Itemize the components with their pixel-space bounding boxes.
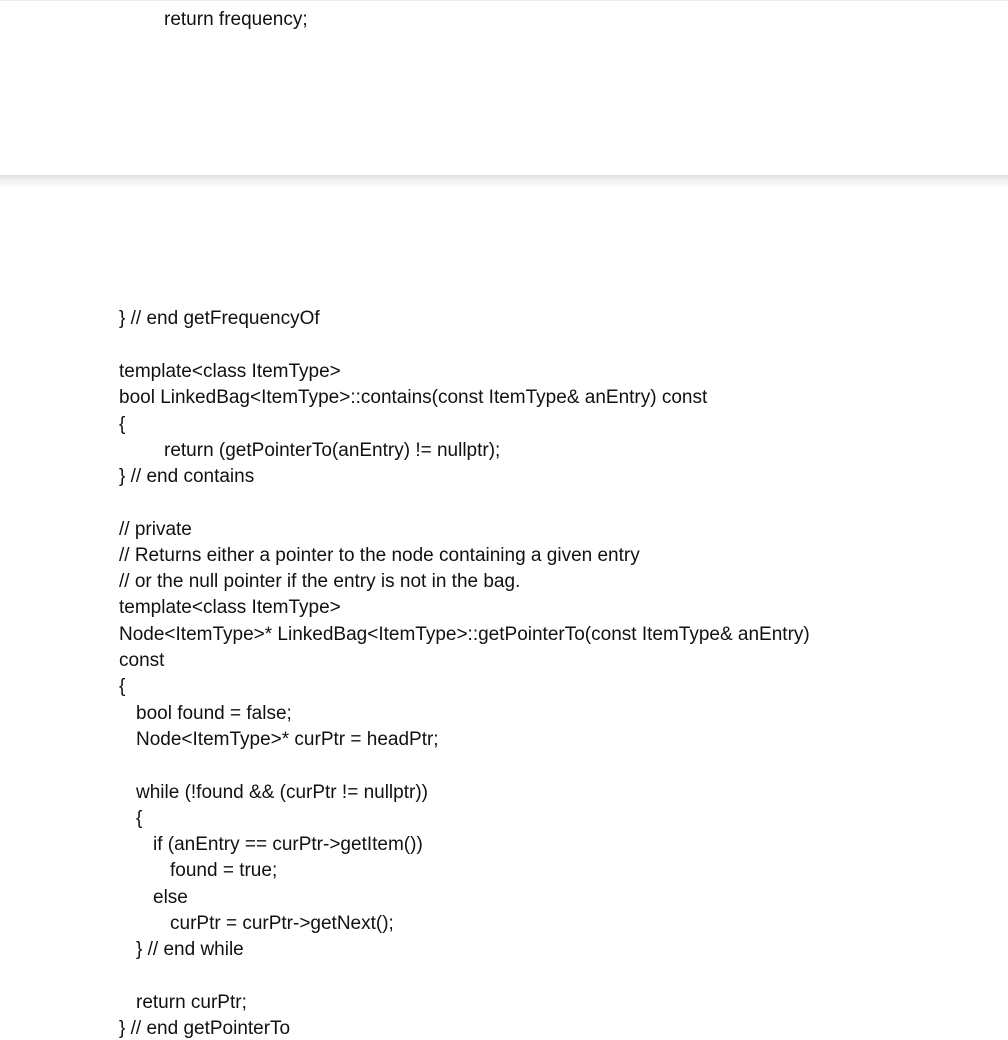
code-line: {	[136, 808, 143, 829]
code-line: // Returns either a pointer to the node containing a given entry	[119, 545, 640, 566]
code-line: } // end getPointerTo	[119, 1018, 291, 1039]
code-line: if (anEntry == curPtr->getItem())	[153, 834, 423, 855]
code-line: else	[153, 887, 188, 908]
code-line: const	[119, 650, 165, 671]
code-line: found = true;	[170, 860, 278, 881]
code-line: Node<ItemType>* LinkedBag<ItemType>::getPointerTo(const ItemType& anEntry)	[119, 624, 810, 645]
code-line: while (!found && (curPtr != nullptr))	[136, 782, 428, 803]
code-line: Node<ItemType>* curPtr = headPtr;	[136, 729, 439, 750]
code-line: } // end contains	[119, 466, 255, 487]
code-line: bool found = false;	[136, 703, 292, 724]
code-line: bool LinkedBag<ItemType>::contains(const ItemType& anEntry) const	[119, 387, 708, 408]
code-line: curPtr = curPtr->getNext();	[170, 913, 394, 934]
document-page-top	[0, 0, 1008, 177]
code-line: return curPtr;	[136, 992, 247, 1013]
code-line: return (getPointerTo(anEntry) != nullptr);	[164, 440, 501, 461]
code-line: // or the null pointer if the entry is not in the bag.	[119, 571, 521, 592]
code-line: } // end getFrequencyOf	[119, 308, 320, 329]
document-page-bottom	[0, 187, 1008, 1039]
code-line: template<class ItemType>	[119, 361, 341, 382]
code-line: {	[119, 676, 126, 697]
code-line: // private	[119, 519, 192, 540]
code-line: return frequency;	[164, 9, 308, 30]
code-line: template<class ItemType>	[119, 597, 341, 618]
code-line: } // end while	[136, 939, 244, 960]
code-line: {	[119, 414, 126, 435]
